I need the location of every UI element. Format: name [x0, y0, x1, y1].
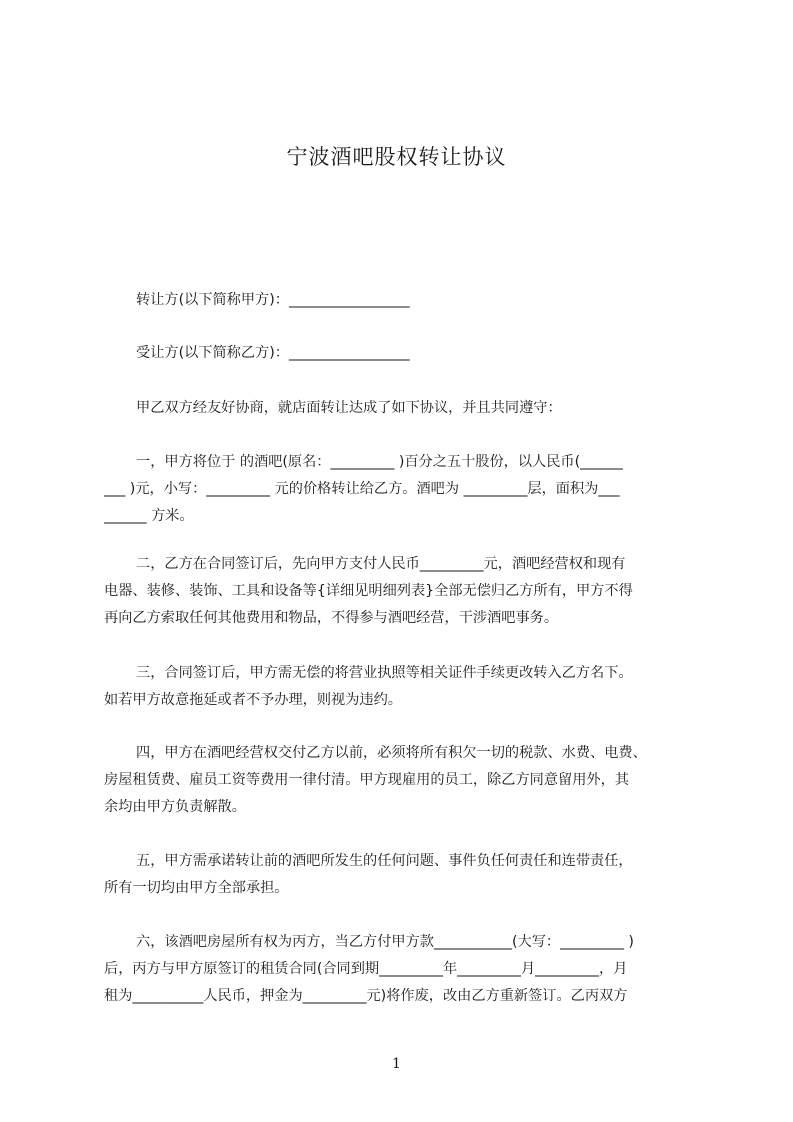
- clause-5: [104, 848, 704, 902]
- clause-3: [104, 660, 704, 714]
- clause-6: [104, 929, 704, 1010]
- clause-5-line: 五，甲方需承诺转让前的酒吧所发生的任何问题、事件负任何责任和连带责任，: [136, 853, 633, 869]
- clause-6-line: 租为__________人民币，押金为_________元)将作废，改由乙方重新签订。乙丙双方: [104, 988, 628, 1004]
- clause-5-line: 所有一切均由甲方全部承担。: [104, 880, 289, 896]
- clause-6-line: 后，丙方与甲方原签订的租赁合同(合同到期_________年_________月_________，月: [104, 961, 628, 977]
- clause-6-line: 六，该酒吧房屋所有权为丙方，当乙方付甲方款___________(大写：_________ ): [136, 934, 634, 950]
- page-number: 1: [392, 1056, 401, 1072]
- clause-4: [104, 740, 704, 821]
- intro-paragraph: 甲乙双方经友好协商，就店面转让达成了如下协议，并且共同遵守：: [136, 400, 562, 416]
- clause-1-line: ______ 方米。: [104, 508, 194, 524]
- clause-2-line: 二，乙方在合同签订后，先向甲方支付人民币_________元，酒吧经营权和现有: [136, 556, 626, 572]
- transferee-line: 受让方(以下简称乙方)：_________________: [136, 345, 410, 361]
- clause-2: [104, 551, 704, 632]
- clause-3-line: 如若甲方故意拖延或者不予办理，则视为违约。: [104, 692, 402, 708]
- clause-3-line: 三，合同签订后，甲方需无偿的将营业执照等相关证件手续更改转入乙方名下。: [136, 665, 633, 681]
- clause-2-line: 电器、装修、装饰、工具和设备等{详细见明细列表}全部无偿归乙方所有，甲方不得: [104, 583, 633, 599]
- transferor-line: 转让方(以下简称甲方)：_________________: [136, 292, 410, 308]
- clause-1-line: ___ )元，小写：_________ 元的价格转让给乙方。酒吧为 _________层，面积为___: [104, 481, 620, 497]
- document-title: 宁波酒吧股权转让协议: [286, 145, 507, 169]
- clause-2-line: 再向乙方索取任何其他费用和物品，不得参与酒吧经营，干涉酒吧事务。: [104, 610, 559, 626]
- clause-4-line: 余均由甲方负责解散。: [104, 799, 246, 815]
- clause-4-line: 四，甲方在酒吧经营权交付乙方以前，必须将所有积欠一切的税款、水费、电费、: [136, 745, 647, 761]
- clause-1: [104, 449, 704, 530]
- clause-4-line: 房屋租赁费、雇员工资等费用一律付清。甲方现雇用的员工，除乙方同意留用外，其: [104, 772, 629, 788]
- clause-1-line: 一，甲方将位于 的酒吧(原名：_________ )百分之五十股份，以人民币(______: [136, 454, 623, 470]
